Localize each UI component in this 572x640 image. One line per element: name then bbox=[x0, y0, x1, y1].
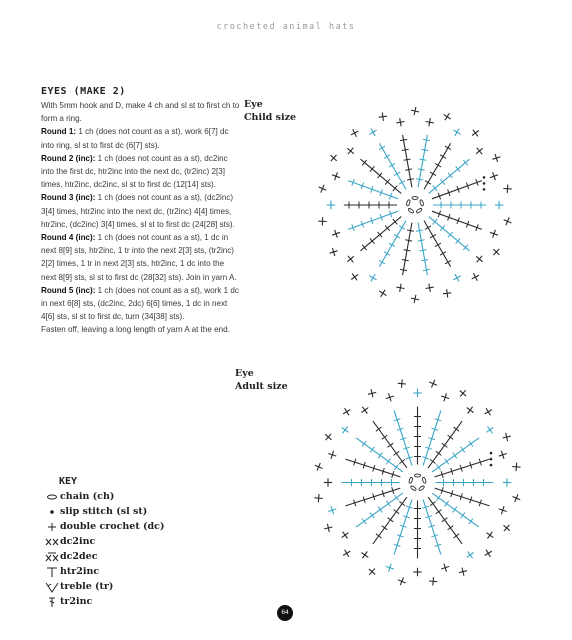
stitch-mark bbox=[435, 459, 490, 477]
stitch-mark bbox=[376, 534, 382, 538]
diagram-size: Child size bbox=[244, 112, 297, 123]
stitch-mark bbox=[425, 226, 431, 230]
key-item-treble bbox=[44, 579, 214, 594]
stitch-mark bbox=[423, 139, 430, 140]
stitch-mark bbox=[425, 181, 431, 185]
stitch-mark bbox=[488, 427, 493, 434]
stitch-mark bbox=[437, 464, 441, 470]
stitch-mark bbox=[469, 519, 473, 525]
dc2inc-icon bbox=[44, 534, 59, 549]
stitch-mark bbox=[362, 441, 366, 447]
round-text: 1 ch (does not count as a st), work 1 dc in next 6[8] sts, (dc2inc, 2dc) 6[6] times, 1 dc in next 4[6] sts, sl st to first dc, turn (34[38] sts). bbox=[41, 285, 239, 322]
stitch-mark bbox=[454, 427, 460, 431]
stitch-mark bbox=[400, 269, 407, 270]
stitch-mark bbox=[351, 131, 358, 135]
stitch-mark bbox=[373, 497, 407, 544]
key-label: chain (ch) bbox=[60, 491, 115, 502]
stitch-mark bbox=[362, 408, 369, 413]
stitch-mark bbox=[400, 139, 407, 140]
chain-stitch bbox=[419, 200, 424, 207]
stitch-mark bbox=[420, 250, 427, 251]
stitch-mark bbox=[389, 163, 395, 167]
stitch-mark bbox=[445, 260, 451, 264]
chain-stitch bbox=[415, 474, 421, 477]
stitch-mark bbox=[435, 163, 441, 167]
stitch-mark bbox=[454, 534, 460, 538]
stitch-mark bbox=[486, 408, 490, 415]
stitch-mark bbox=[473, 130, 478, 137]
stitch-mark bbox=[379, 116, 387, 117]
stitch-mark bbox=[423, 269, 430, 270]
stitch-mark bbox=[418, 169, 425, 170]
stitch-mark bbox=[394, 234, 400, 238]
stitch-mark bbox=[379, 146, 385, 150]
stitch-mark bbox=[440, 252, 446, 256]
stitch-mark bbox=[436, 451, 442, 455]
key-label: dc2inc bbox=[60, 536, 96, 547]
stitch-mark bbox=[428, 421, 462, 468]
stitch-mark bbox=[379, 291, 386, 296]
stitch-mark bbox=[399, 226, 405, 230]
stitch-mark bbox=[442, 443, 448, 447]
stitch-mark bbox=[453, 507, 457, 513]
stitch-mark bbox=[384, 252, 390, 256]
stitch-mark bbox=[356, 493, 403, 527]
stitch-mark bbox=[423, 410, 441, 465]
stitch-mark bbox=[343, 410, 350, 414]
stitch-mark bbox=[448, 526, 454, 530]
stitch-mark bbox=[421, 260, 428, 261]
stitch-mark bbox=[399, 502, 405, 506]
diagram-title: Eye bbox=[244, 99, 263, 110]
tr2inc-icon bbox=[44, 594, 59, 609]
slip-stitch-icon bbox=[44, 504, 59, 519]
key-item-double-crochet bbox=[44, 519, 214, 534]
stitch-mark bbox=[343, 532, 348, 539]
stitch-mark bbox=[389, 243, 395, 247]
key-label: dc2dec bbox=[60, 551, 98, 562]
stitch-mark bbox=[402, 149, 409, 150]
stitch-mark bbox=[370, 513, 374, 519]
dc2dec-icon bbox=[44, 549, 59, 564]
stitch-mark bbox=[398, 383, 406, 384]
stitch-mark bbox=[461, 447, 465, 453]
stitch-mark bbox=[404, 250, 411, 251]
stitch-mark bbox=[345, 488, 400, 506]
chain-stitch bbox=[406, 200, 411, 207]
key-item-slip-stitch bbox=[44, 504, 214, 519]
stitch-mark bbox=[388, 518, 394, 522]
stitch-mark bbox=[386, 501, 390, 507]
stitch-mark bbox=[382, 435, 388, 439]
stitch-mark bbox=[356, 438, 403, 472]
chain-stitch bbox=[412, 197, 418, 200]
stitch-mark bbox=[467, 553, 474, 558]
stitch-mark bbox=[453, 453, 457, 459]
stitch-mark bbox=[318, 494, 319, 502]
stitch-mark bbox=[445, 146, 451, 150]
diagram-size: Adult size bbox=[235, 381, 288, 392]
stitch-mark bbox=[407, 179, 414, 180]
stitch-mark bbox=[388, 443, 394, 447]
stitch-mark bbox=[394, 410, 412, 465]
stitch-mark bbox=[396, 287, 404, 288]
stitch-mark bbox=[453, 276, 460, 280]
key-label: htr2inc bbox=[60, 566, 100, 577]
stitch-mark bbox=[370, 447, 374, 453]
chain-stitch bbox=[410, 485, 416, 491]
stitch-mark bbox=[362, 519, 366, 525]
slip-stitch-dot bbox=[483, 182, 486, 185]
stitch-mark bbox=[423, 500, 441, 555]
chain-stitch bbox=[408, 208, 414, 214]
key-label: tr2inc bbox=[60, 596, 93, 607]
slip-stitch-dot bbox=[490, 464, 493, 467]
stitch-mark bbox=[373, 421, 407, 468]
round-3 bbox=[41, 191, 241, 231]
page-number: 64 bbox=[277, 605, 293, 621]
stitch-mark bbox=[394, 464, 398, 470]
stitch-mark bbox=[469, 441, 473, 447]
stitch-mark bbox=[436, 510, 442, 514]
stitch-mark bbox=[435, 488, 490, 506]
section-title: EYES (MAKE 2) bbox=[41, 86, 126, 97]
child-eye-diagram bbox=[300, 90, 530, 320]
stitch-mark bbox=[443, 293, 451, 294]
stitch-mark bbox=[352, 274, 357, 281]
stitch-mark bbox=[488, 532, 493, 539]
stitch-mark bbox=[435, 243, 441, 247]
round-label: Round 4 (inc): bbox=[41, 233, 96, 243]
stitch-mark bbox=[437, 495, 441, 501]
round-1 bbox=[41, 125, 241, 151]
stitch-mark bbox=[445, 459, 449, 465]
stitch-mark bbox=[448, 435, 454, 439]
htr2inc-icon bbox=[44, 564, 59, 579]
round-label: Round 2 (inc): bbox=[41, 153, 96, 163]
stitch-mark bbox=[345, 550, 349, 557]
slip-stitch-dot bbox=[490, 452, 493, 455]
key-label: double crochet (dc) bbox=[60, 521, 165, 532]
stitch-mark bbox=[382, 526, 388, 530]
stitch-mark bbox=[405, 169, 412, 170]
diagram-label-child bbox=[244, 98, 296, 124]
chain-icon bbox=[44, 489, 59, 504]
round-2 bbox=[41, 152, 241, 192]
key-label: slip stitch (sl st) bbox=[60, 506, 148, 517]
key-item-dc2inc bbox=[44, 534, 214, 549]
stitch-mark bbox=[384, 155, 390, 159]
running-header: crocheted animal hats bbox=[216, 22, 356, 32]
stitch-mark bbox=[399, 459, 405, 463]
double-crochet-icon bbox=[44, 519, 59, 534]
round-text: 1 ch (does not count as a st), dc2inc into the first dc, htr2inc into the next dc, (tr2inc) 2[3] times, htr2inc, dc2inc, sl st to first dc (12[14] sts). bbox=[41, 153, 228, 190]
stitch-mark bbox=[516, 463, 517, 471]
diagram-label-adult bbox=[235, 367, 288, 393]
chain-stitch bbox=[416, 208, 422, 214]
stitch-mark bbox=[394, 500, 412, 555]
stitch-mark bbox=[444, 114, 451, 119]
stitch-mark bbox=[402, 260, 409, 261]
slip-stitch-dot bbox=[483, 188, 486, 191]
stitch-mark bbox=[378, 507, 382, 513]
stitch-mark bbox=[386, 459, 390, 465]
stitch-mark bbox=[405, 240, 412, 241]
key-title: KEY bbox=[59, 476, 78, 487]
stitch-mark bbox=[426, 122, 434, 123]
round-label: Round 5 (inc): bbox=[41, 285, 96, 295]
stitch-mark bbox=[416, 230, 423, 231]
pattern-intro: With 5mm hook and D, make 4 ch and sl st to first ch to form a ring. bbox=[41, 101, 240, 124]
stitch-mark bbox=[362, 553, 369, 558]
stitch-mark bbox=[430, 172, 436, 176]
stitch-mark bbox=[453, 130, 460, 134]
stitch-mark bbox=[432, 438, 479, 472]
stitch-mark bbox=[426, 287, 434, 288]
pattern-column bbox=[41, 86, 241, 337]
stitch-mark bbox=[432, 493, 479, 527]
stitch-mark bbox=[394, 510, 400, 514]
slip-stitch-dot bbox=[490, 458, 493, 461]
stitch-mark bbox=[429, 581, 437, 582]
slip-stitch-dot bbox=[483, 176, 486, 179]
stitch-mark bbox=[440, 155, 446, 159]
key-item-htr2inc bbox=[44, 564, 214, 579]
stitch-mark bbox=[430, 459, 436, 463]
chain-stitch bbox=[422, 477, 427, 484]
adult-eye-diagram bbox=[295, 360, 540, 605]
stitch-mark bbox=[399, 181, 405, 185]
chain-stitch bbox=[418, 485, 424, 491]
pattern-outro: Fasten off, leaving a long length of yarn A at the end. bbox=[41, 325, 230, 335]
diagram-title: Eye bbox=[235, 368, 254, 379]
stitch-mark bbox=[430, 234, 436, 238]
stitch-mark bbox=[404, 159, 411, 160]
stitch-mark bbox=[420, 159, 427, 160]
stitch-mark bbox=[378, 453, 382, 459]
round-text: 1 ch (does not count as a st), 1 dc in next 8[9] sts, htr2inc, 1 tr into the next 2[3] sts, (tr2inc) 2[2] times, 1 tr in next 2[3] sts, htr2inc, 1 dc into the next 8[9] sts, sl st to first dc (28[32] sts). Join in yarn A. bbox=[41, 233, 237, 282]
stitch-mark bbox=[396, 122, 404, 123]
stitch-mark bbox=[376, 427, 382, 431]
round-label: Round 1: bbox=[41, 127, 77, 137]
stitch-mark bbox=[430, 502, 436, 506]
stitch-mark bbox=[416, 179, 423, 180]
treble-icon bbox=[44, 579, 59, 594]
stitch-mark bbox=[369, 276, 376, 280]
stitch-mark bbox=[418, 240, 425, 241]
stitch-mark bbox=[428, 497, 462, 544]
round-text: 1 ch (does not count as a st), (dc2inc) 3[4] times, htr2inc into the next dc, (tr2inc) 4[4] times, htr2inc, (dc2inc) 3[4] times, sl st to first dc (24[28] sts). bbox=[41, 193, 235, 229]
stitch-mark bbox=[442, 518, 448, 522]
stitch-mark bbox=[421, 149, 428, 150]
stitch-mark bbox=[343, 427, 348, 434]
stitch-mark bbox=[461, 513, 465, 519]
key-item-dc2dec bbox=[44, 549, 214, 564]
stitch-mark bbox=[445, 501, 449, 507]
stitch-mark bbox=[472, 275, 479, 279]
stitch-mark bbox=[394, 172, 400, 176]
round-4 bbox=[41, 231, 241, 284]
key-item-tr2inc bbox=[44, 594, 214, 609]
stitch-mark bbox=[369, 130, 376, 134]
pattern-text bbox=[41, 99, 241, 337]
stitch-mark bbox=[379, 260, 385, 264]
key-item-chain bbox=[44, 489, 214, 504]
stitch-mark bbox=[394, 451, 400, 455]
stitch-mark bbox=[467, 408, 474, 413]
stitch-key bbox=[44, 476, 214, 609]
round-text: 1 ch (does not count as a st), work 6[7] dc into ring, sl st to first dc (6[7] sts). bbox=[41, 127, 229, 150]
round-5 bbox=[41, 284, 241, 324]
key-label: treble (tr) bbox=[60, 581, 114, 592]
stitch-mark bbox=[394, 495, 398, 501]
stitch-mark bbox=[345, 459, 400, 477]
stitch-mark bbox=[485, 551, 492, 555]
round-label: Round 3 (inc): bbox=[41, 193, 96, 203]
stitch-mark bbox=[407, 230, 414, 231]
chain-stitch bbox=[409, 477, 414, 484]
